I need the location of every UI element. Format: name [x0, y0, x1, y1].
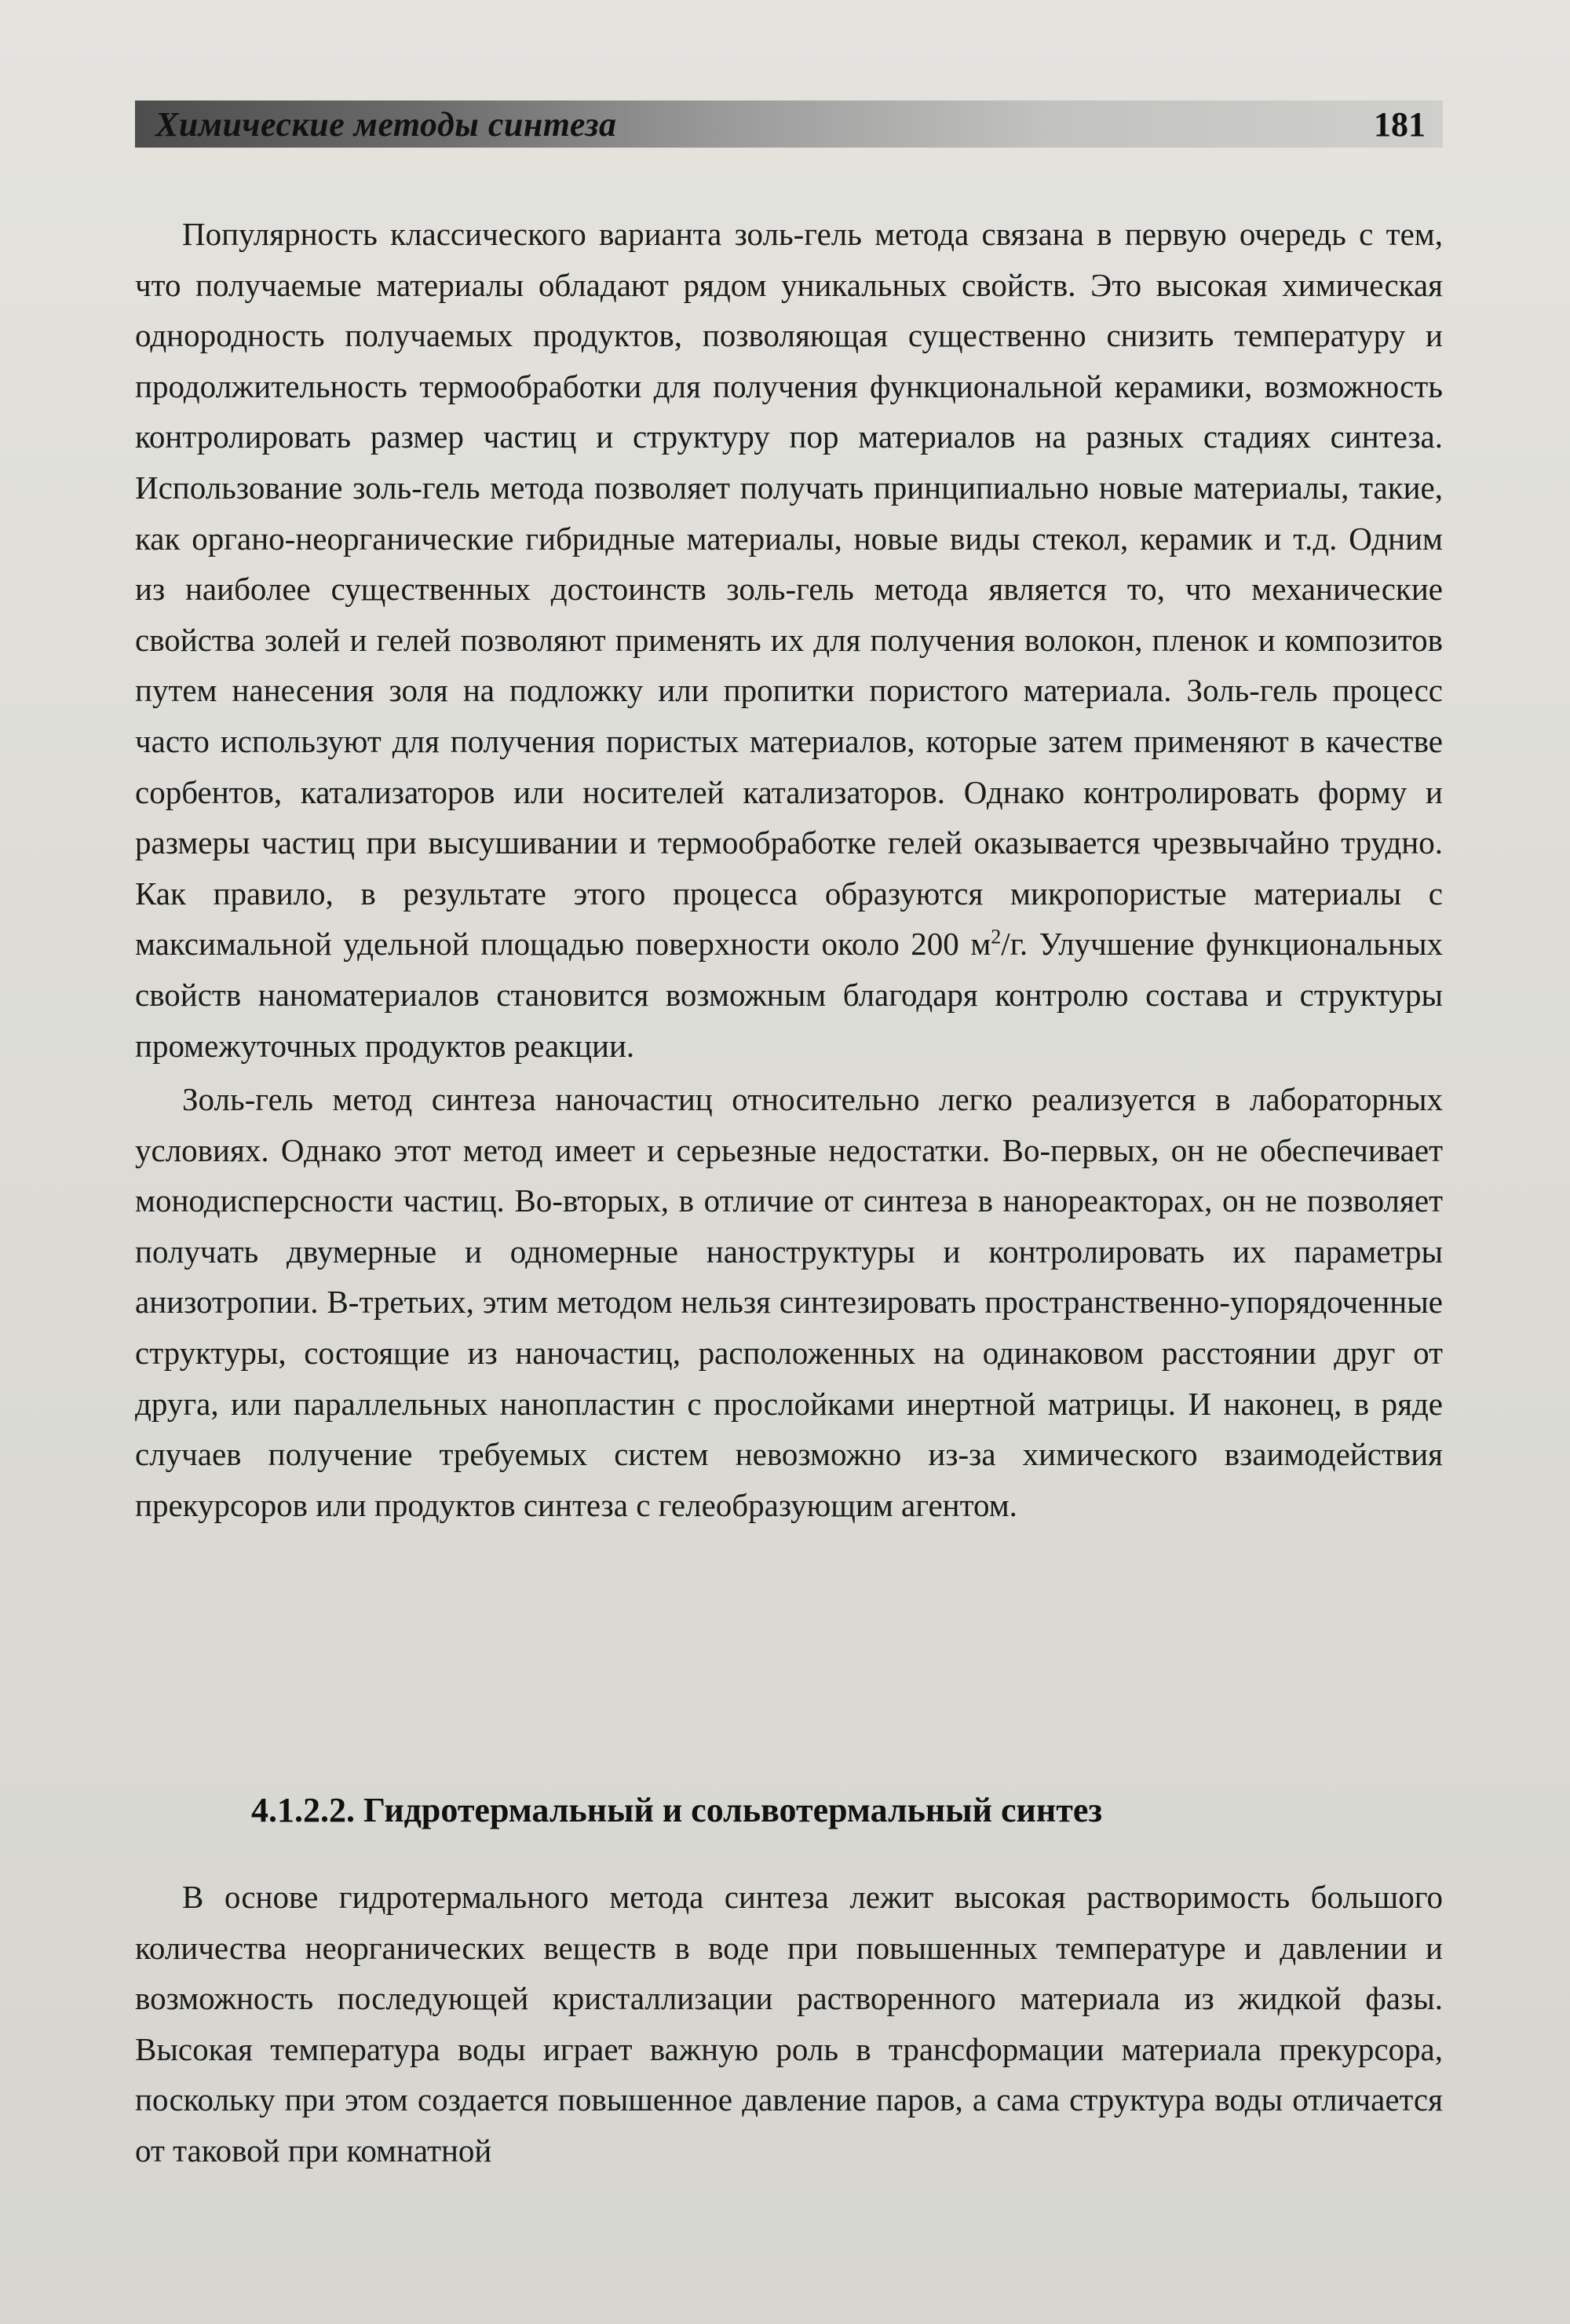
- body-text: [135, 209, 1443, 1530]
- superscript: 2: [991, 925, 1002, 948]
- paragraph-hydrothermal: В основе гидротермального метода синтеза лежит высокая растворимость большого количества неорганических веществ в воде при повышенных температуре и давлении и возможность последующей кристаллизации растворенного материала из жидкой фазы. Высокая температура воды играет важную роль в трансформации материала прекурсора, поскольку при этом создается повышенное давление паров, а сама структура воды отличается от таковой при комнатной: [135, 1879, 1443, 2169]
- paragraph-text: Популярность классического варианта золь-гель метода связана в первую очередь с тем, что получаемые материалы обладают рядом уникальных свойств. Это высокая химическая однородность получаемых продуктов, позволяющая существенно снизить температуру и продолжительность термообработки для получения функциональной керамики, возможность контролировать размер частиц и структуру пор материалов на разных стадиях синтеза. Использование золь-гель метода позволяет получать принципиально новые материалы, такие, как органо-неорганические гибридные материалы, новые виды стекол, керамик и т.д. Одним из наиболее существенных достоинств золь-гель метода является то, что механические свойства золей и гелей позволяют применять их для получения волокон, пленок и композитов путем нанесения золя на подложку или пропитки пористого материала. Золь-гель процесс часто используют для получения пористых материалов, которые затем применяют в качестве сорбентов, катализаторов или носителей катализаторов. Однако контролировать форму и размеры частиц при высушивании и термообработке гелей оказывается чрезвычайно трудно. Как правило, в результате этого процесса образуются микропористые материалы с максимальной удельной площадью поверхности около 200 м: [135, 216, 1443, 963]
- body-text-continued: [135, 1872, 1443, 2176]
- paragraph-text: /г. Улучшение функциональных свойств наноматериалов становится возможным благодаря контролю состава и структуры промежуточных продуктов реакции.: [135, 926, 1443, 1064]
- paragraph-sol-gel-drawbacks: Золь-гель метод синтеза наночастиц относительно легко реализуется в лабораторных условиях. Однако этот метод имеет и серьезные недостатки. Во-первых, он не обеспечивает монодисперсности частиц. Во-вторых, в отличие от синтеза в нанореакторах, он не позволяет получать двумерные и одномерные наноструктуры и контролировать их параметры анизотропии. В-третьих, этим методом нельзя синтезировать пространственно-упорядоченные структуры, состоящие из наночастиц, расположенных на одинаковом расстоянии друг от друга, или параллельных нанопластин с прослойками инертной матрицы. И наконец, в ряде случаев получение требуемых систем невозможно из-за химического взаимодействия прекурсоров или продуктов синтеза с гелеобразующим агентом.: [135, 1081, 1443, 1523]
- section-heading: 4.1.2.2. Гидротермальный и сольвотермальный синтез: [251, 1791, 1103, 1829]
- running-title: Химические методы синтеза: [155, 104, 617, 144]
- paragraph-sol-gel-advantages: [135, 209, 1443, 1071]
- page-number: 181: [1374, 104, 1426, 144]
- running-header: [135, 100, 1443, 148]
